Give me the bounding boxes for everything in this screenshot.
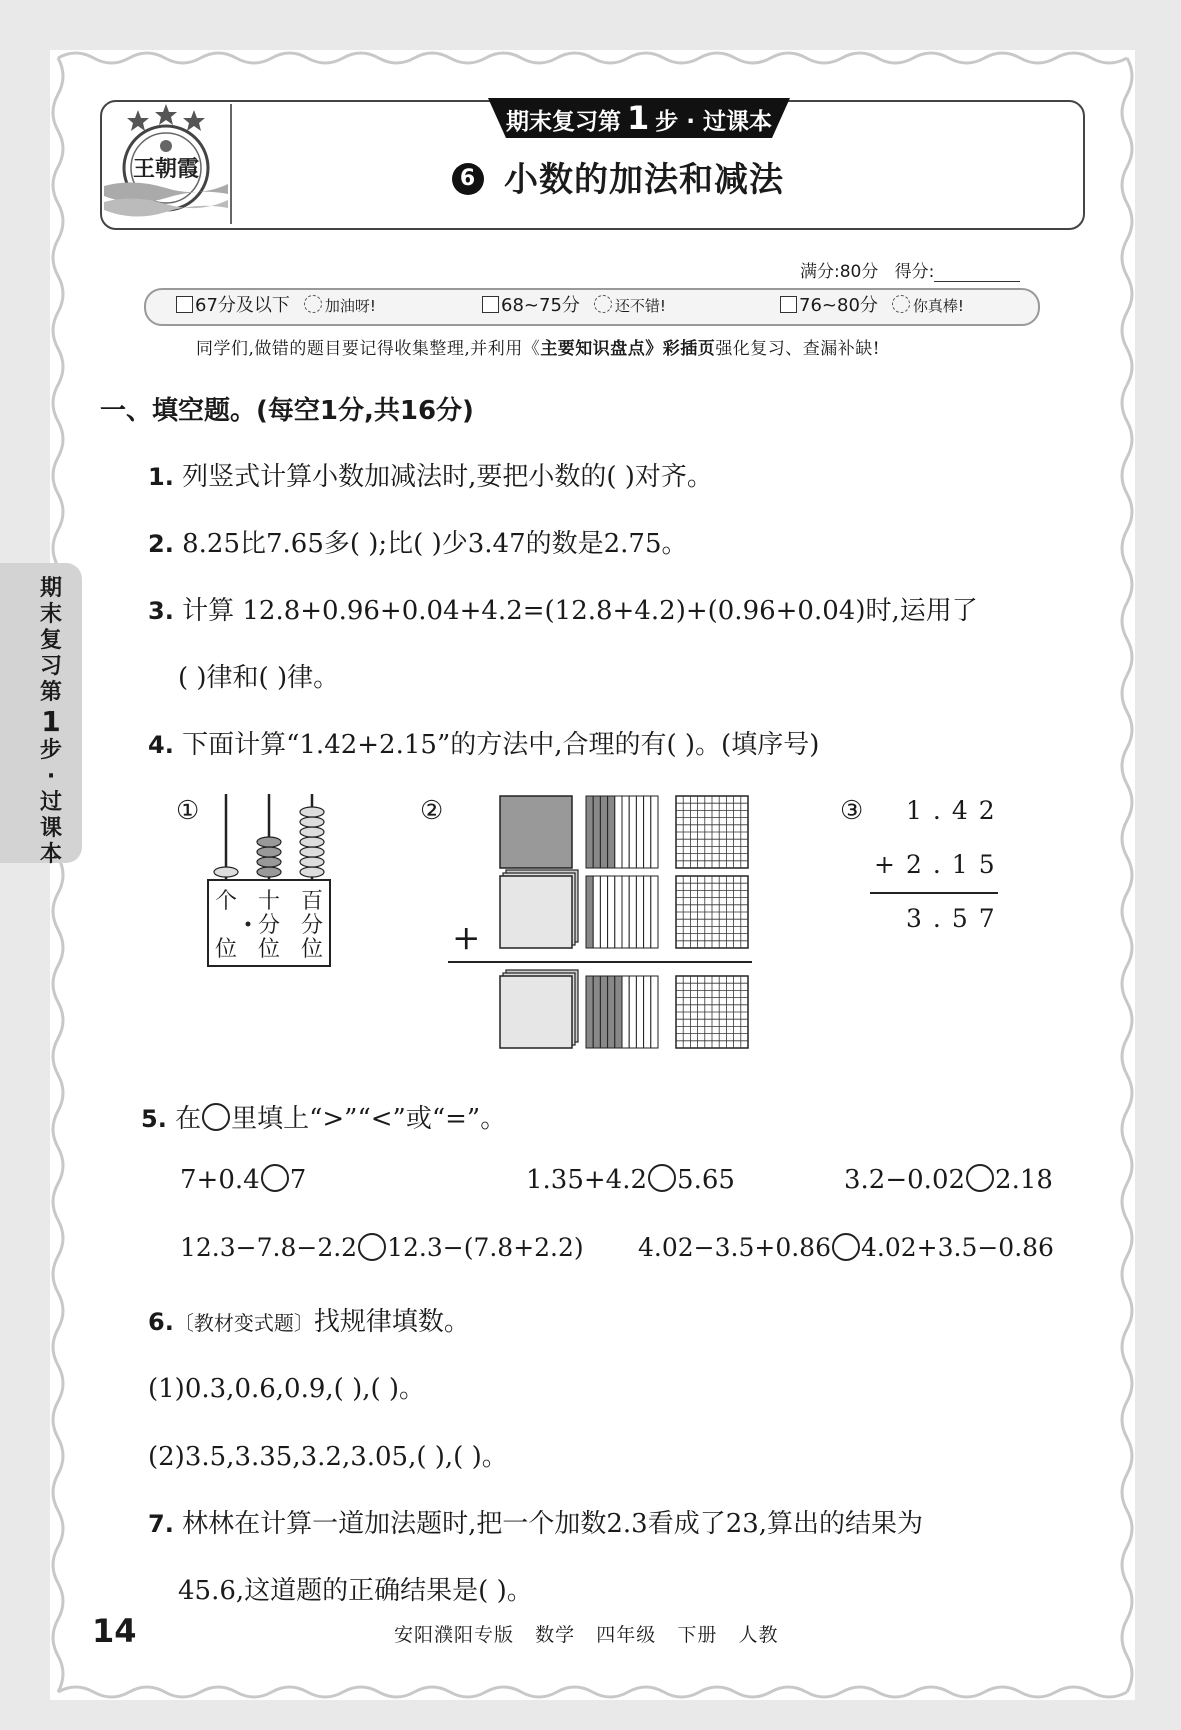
place-label-ones: 个 位 [214,889,237,962]
footer-text: 安阳濮阳专版 数学 四年级 下册 人教 [394,1624,779,1646]
compare-circle[interactable] [648,1164,676,1192]
score-blank[interactable] [934,265,1020,282]
side-tab-char: 习 [39,654,62,679]
step-banner-text: 期末复习第 1 步 · 过课本 [505,99,773,137]
question-5: 5. 在 里填上“>”“<”或“=”。 [141,1104,507,1134]
svg-text:王朝霞: 王朝霞 [132,156,200,182]
rating-1: 67分及以下 加油呀! [176,293,376,319]
calc-row-1: 1.42 [906,796,1006,825]
tenths-strip [615,876,622,948]
compare-item-5: 4.02−3.5+0.86 4.02+3.5−0.86 [638,1233,1054,1262]
tenths-strip [629,876,636,948]
page-number: 14 [92,1612,137,1650]
question-6-sub-1: (1)0.3,0.6,0.9,( ),( )。 [148,1374,426,1404]
tenths-strip [608,876,615,948]
tenths-strip [586,976,593,1048]
tenths-strip [600,796,607,868]
score-line: 满分:80分 得分: [800,257,1020,282]
header-divider [230,104,232,224]
tenths-strip [629,796,636,868]
rating-checkbox[interactable] [176,296,193,313]
tenths-strip [600,976,607,1048]
calc-row-2: +2.15 [874,850,1006,879]
side-tab-char: 期 [39,576,62,601]
side-tab-label [36,576,66,868]
tenths-strip [622,796,629,868]
tip-text: 同学们,做错的题目要记得收集整理,并利用《主要知识盘点》彩插页强化复习、查漏补缺! [196,339,881,359]
tenths-strip [644,976,651,1048]
section-title: 一、填空题。(每空1分,共16分) [100,396,474,426]
face-icon [594,295,612,313]
ones-square [500,796,572,868]
tenths-strip [608,976,615,1048]
option-1-label: ① [176,796,200,826]
question-3-line2: ( )律和( )律。 [178,663,340,693]
side-tab-char: 1 [41,705,61,738]
tenths-strip [622,976,629,1048]
compare-circle[interactable] [358,1233,386,1261]
tenths-strip [651,876,658,948]
tenths-strip [629,976,636,1048]
side-tab-char: 复 [39,628,62,653]
calc-row-3: 3.57 [906,904,1006,933]
question-6: 6.〔教材变式题〕找规律填数。 [148,1307,470,1337]
tenths-strip [593,976,600,1048]
tenths-strip [608,796,615,868]
rating-checkbox[interactable] [780,296,797,313]
compare-item-1: 7+0.4 7 [180,1165,307,1195]
question-4: 4. 下面计算“1.42+2.15”的方法中,合理的有( )。(填序号) [148,730,820,760]
question-7-line2: 45.6,这道题的正确结果是( )。 [178,1576,533,1606]
logo-seal [104,104,228,222]
tenths-strip [636,796,643,868]
compare-item-4: 12.3−7.8−2.2 12.3−(7.8+2.2) [180,1233,584,1262]
question-1: 1. 列竖式计算小数加减法时,要把小数的( )对齐。 [148,462,713,492]
place-label-tenths: 十 分 位 [257,889,280,962]
place-label-hundredths: 百 分 位 [300,889,323,962]
tenths-strip [615,796,622,868]
question-6-sub-2: (2)3.5,3.35,3.2,3.05,( ),( )。 [148,1442,508,1472]
rating-3: 76~80分 你真棒! [780,293,964,319]
compare-circle [202,1103,230,1131]
side-tab-char: 本 [39,842,62,867]
tenths-strip [636,876,643,948]
calc-line [870,892,998,894]
tenths-strip [615,976,622,1048]
ones-square [500,876,572,948]
compare-item-2: 1.35+4.2 5.65 [526,1165,735,1195]
face-icon [304,295,322,313]
option-3-label: ③ [840,796,864,826]
compare-circle[interactable] [261,1164,289,1192]
tenths-strip [593,876,600,948]
side-tab-char: 过 [39,790,62,815]
rating-checkbox[interactable] [482,296,499,313]
tenths-strip [636,976,643,1048]
compare-item-3: 3.2−0.02 2.18 [844,1165,1053,1195]
compare-circle[interactable] [966,1164,994,1192]
tenths-strip [644,796,651,868]
tenths-strip [651,976,658,1048]
tenths-strip [586,796,593,868]
tenths-strip [593,796,600,868]
page-title: 6 小数的加法和减法 [452,152,784,201]
question-7: 7. 林林在计算一道加法题时,把一个加数2.3看成了23,算出的结果为 [148,1509,924,1539]
side-tab-char: 第 [39,680,62,705]
tenths-strip [600,876,607,948]
compare-circle[interactable] [832,1233,860,1261]
question-2: 2. 8.25比7.65多( );比( )少3.47的数是2.75。 [148,529,688,559]
lesson-number-badge: 6 [452,163,484,195]
tenths-strip [622,876,629,948]
side-tab-char: · [46,764,56,789]
tenths-strip [644,876,651,948]
tenths-strip [586,876,593,948]
ones-square [500,976,572,1048]
rating-2: 68~75分 还不错! [482,293,666,319]
decimal-grid-figure [446,792,756,1052]
side-tab-char: 末 [39,602,62,627]
option-2-label: ② [420,796,444,826]
side-tab-char: 课 [39,816,62,841]
question-3: 3. 计算 12.8+0.96+0.04+4.2=(12.8+4.2)+(0.96+0.04)时,运用了 [148,596,978,626]
tenths-strip [651,796,658,868]
plus-sign: + [452,918,481,958]
side-tab-char: 步 [39,738,62,763]
face-icon [892,295,910,313]
